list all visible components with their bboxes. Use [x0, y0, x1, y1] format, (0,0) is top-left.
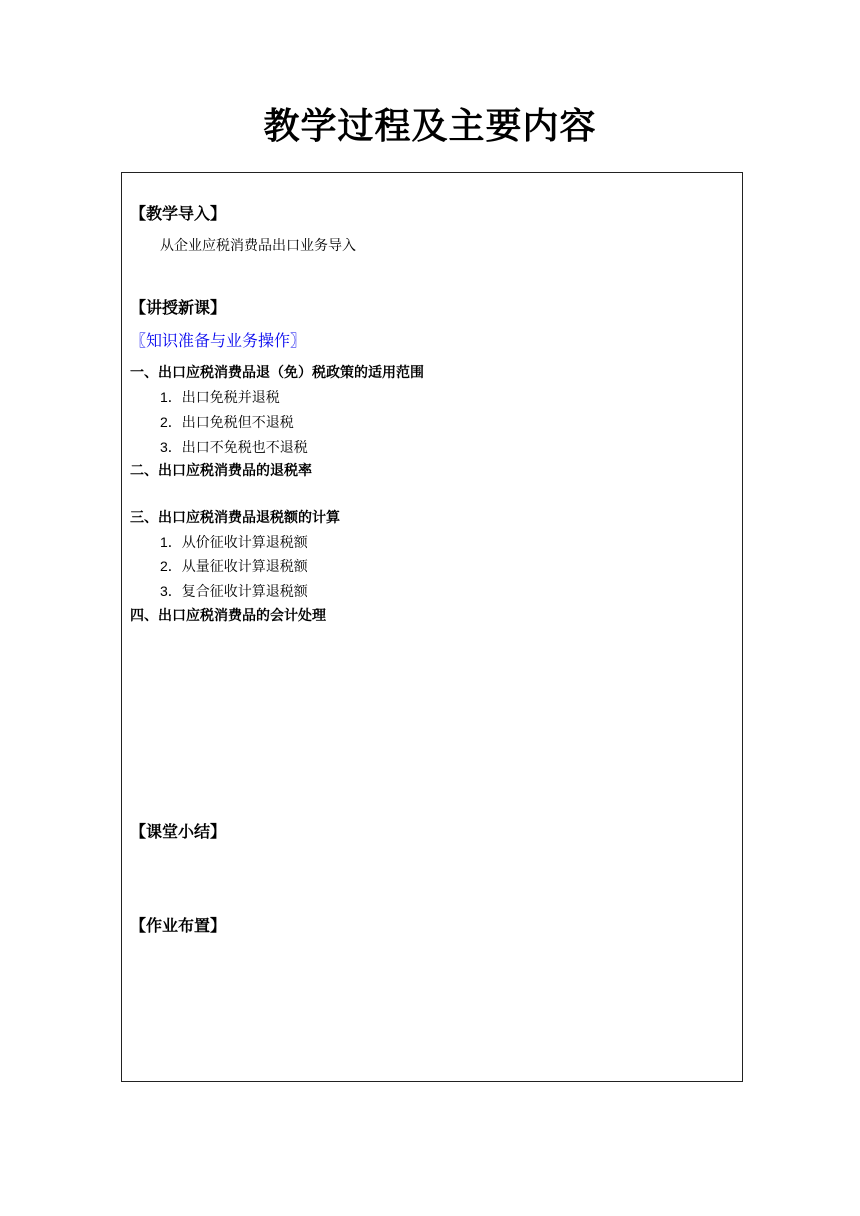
list-item	[160, 555, 308, 578]
section-title-2: 二、出口应税消费品的退税率	[130, 463, 312, 479]
intro-heading: 【教学导入】	[130, 204, 227, 223]
section-title-1: 一、出口应税消费品退（免）税政策的适用范围	[130, 365, 424, 381]
list-item	[160, 386, 280, 409]
lecture-heading: 【讲授新课】	[130, 298, 227, 317]
homework-heading: 【作业布置】	[130, 916, 227, 935]
item-number: 2．	[160, 414, 182, 430]
item-number: 1．	[160, 534, 182, 550]
summary-heading: 【课堂小结】	[130, 822, 227, 841]
item-number: 3．	[160, 439, 182, 455]
list-item	[160, 580, 308, 603]
item-text: 从价征收计算退税额	[181, 535, 308, 551]
lecture-subheading: 〖知识准备与业务操作〗	[130, 331, 307, 350]
item-text: 从量征收计算退税额	[181, 559, 308, 575]
item-number: 3．	[160, 583, 182, 599]
item-number: 1．	[160, 389, 182, 405]
page-title: 教学过程及主要内容	[263, 105, 597, 147]
item-text: 出口免税并退税	[181, 390, 280, 406]
item-number: 2．	[160, 558, 182, 574]
item-text: 出口不免税也不退税	[181, 440, 308, 456]
section-title-4: 四、出口应税消费品的会计处理	[130, 608, 326, 624]
intro-text: 从企业应税消费品出口业务导入	[160, 238, 356, 254]
list-item	[160, 436, 308, 459]
item-text: 出口免税但不退税	[181, 415, 294, 431]
list-item	[160, 531, 308, 554]
section-title-3: 三、出口应税消费品退税额的计算	[130, 510, 340, 526]
list-item	[160, 411, 294, 434]
item-text: 复合征收计算退税额	[181, 584, 308, 600]
